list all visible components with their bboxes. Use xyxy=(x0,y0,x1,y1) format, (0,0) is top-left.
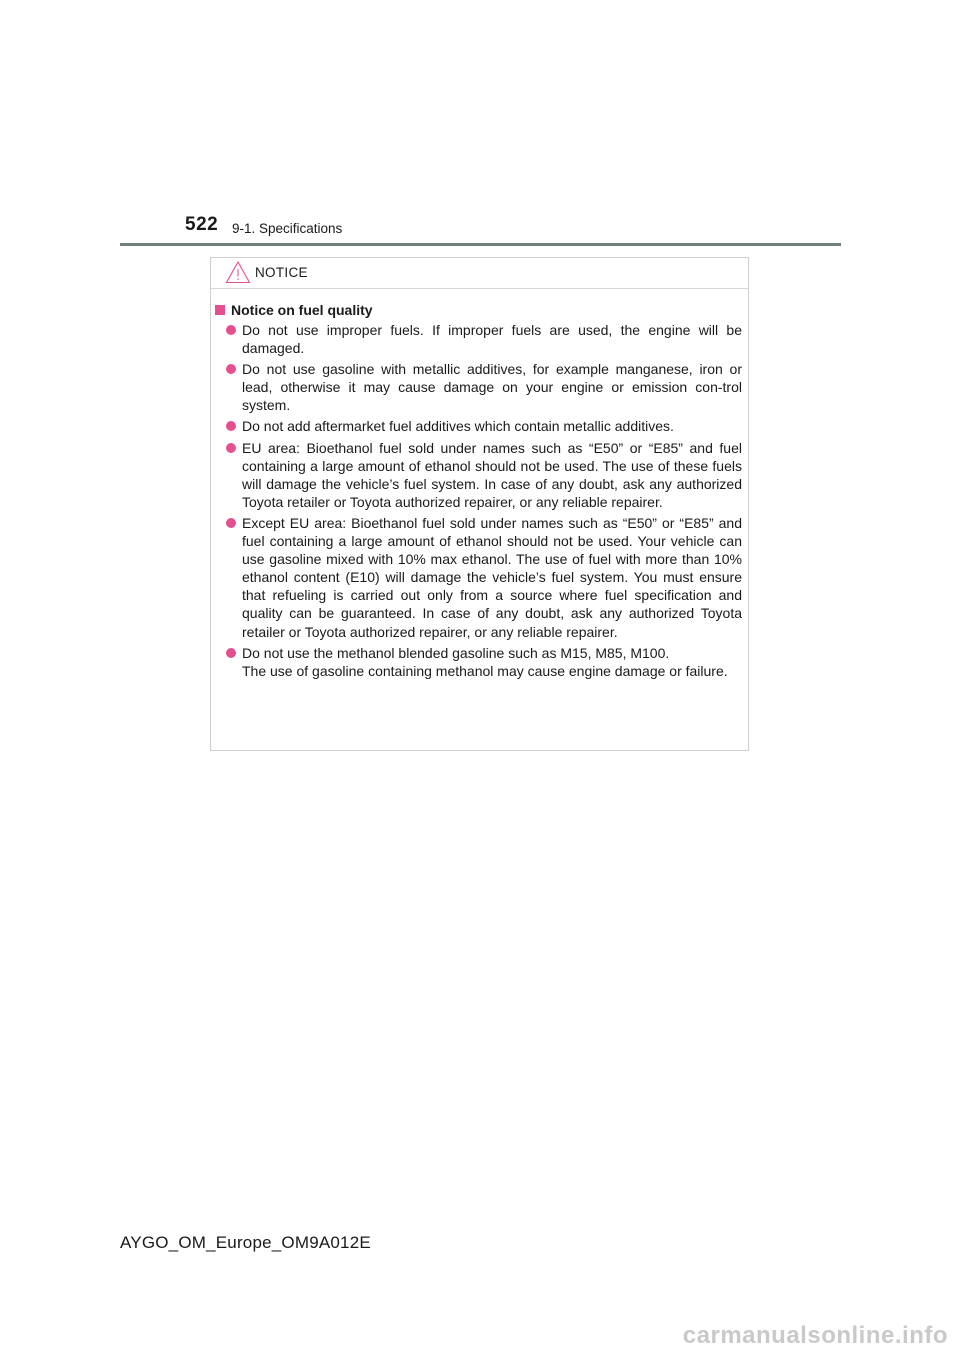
notice-bullet-list xyxy=(213,321,742,680)
subsection-title: Notice on fuel quality xyxy=(231,302,373,318)
bullet-text: Do not add aftermarket fuel additives which contain metallic additives. xyxy=(242,418,674,435)
list-item xyxy=(226,360,742,414)
bullet-dot-icon xyxy=(226,518,236,528)
bullet-text: EU area: Bioethanol fuel sold under names such as “E50” or “E85” and fuel containing a large amount of ethanol should not be used. The use of these fuels will damage the vehicle’s fuel system. In case of any doubt, ask any authorized Toyota retailer or Toyota authorized repairer, or any reliable repairer. xyxy=(242,439,742,510)
subsection-heading xyxy=(213,301,742,319)
list-item xyxy=(226,439,742,511)
list-item xyxy=(226,417,742,435)
bullet-text: Do not use the methanol blended gasoline such as M15, M85, M100. The use of gasoline containing methanol may cause engine damage or failure. xyxy=(242,644,728,679)
bullet-text: Do not use improper fuels. If improper fuels are used, the engine will be damaged. xyxy=(242,322,742,357)
header-rule xyxy=(120,243,841,246)
page-number: 522 xyxy=(185,214,219,235)
section-title: 9-1. Specifications xyxy=(232,221,343,236)
list-item xyxy=(226,321,742,357)
warning-triangle-icon xyxy=(225,260,251,284)
notice-label: NOTICE xyxy=(255,265,308,280)
bullet-dot-icon xyxy=(226,648,236,658)
bullet-text: Do not use gasoline with metallic additives, for example manganese, iron or lead, otherwise it may cause damage on your engine or emission con-trol system. xyxy=(242,361,742,414)
list-item xyxy=(226,644,742,680)
bullet-dot-icon xyxy=(226,443,236,453)
bullet-dot-icon xyxy=(226,421,236,431)
notice-header xyxy=(211,258,748,289)
list-item xyxy=(226,514,742,641)
bullet-dot-icon xyxy=(226,325,236,335)
notice-body xyxy=(211,289,748,680)
watermark: carmanualsonline.info xyxy=(682,1322,948,1349)
bullet-text: Except EU area: Bioethanol fuel sold under names such as “E50” or “E85” and fuel containing a large amount of ethanol should not be used. Your vehicle can use gasoline mixed with 10% max ethanol. The use of fuel with more than 10% ethanol content (E10) will damage the vehicle’s fuel system. You must ensure that refueling is carried out only from a source where fuel specification and quality can be guaranteed. In case of any doubt, ask any authorized Toyota retailer or Toyota authorized repairer, or any reliable repairer. xyxy=(242,514,742,640)
footer-doc-code: AYGO_OM_Europe_OM9A012E xyxy=(120,1233,371,1252)
notice-box xyxy=(210,257,749,751)
bullet-dot-icon xyxy=(226,364,236,374)
square-bullet-icon xyxy=(215,305,225,315)
